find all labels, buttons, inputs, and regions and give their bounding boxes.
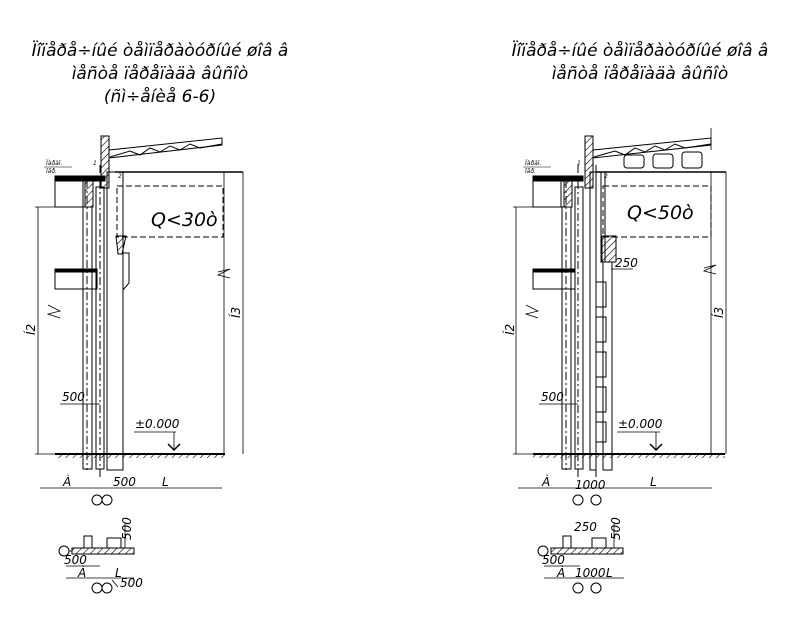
right-wall-block-5 bbox=[596, 422, 606, 442]
right-section bbox=[502, 40, 768, 593]
left-crane-rail bbox=[55, 269, 97, 272]
left-detail-bottom: 500 bbox=[120, 576, 143, 590]
right-detail-250: 250 bbox=[574, 520, 597, 534]
left-plan-detail bbox=[59, 517, 143, 593]
right-wall-block-2 bbox=[596, 317, 606, 342]
left-detail-left: 500 bbox=[64, 553, 87, 567]
right-high-parapet bbox=[585, 136, 593, 188]
right-elevation: ±0.000 bbox=[618, 417, 663, 431]
right-axis-l-label: L bbox=[650, 475, 657, 489]
left-axis-a-label: À bbox=[63, 475, 72, 489]
left-detail-vert: 500 bbox=[120, 517, 134, 540]
left-low-parapet bbox=[85, 181, 93, 207]
left-low-beam bbox=[55, 181, 83, 207]
right-height-label: Q<50ò bbox=[627, 202, 694, 224]
left-parapet-label-2: îãð. bbox=[46, 168, 57, 175]
left-detail-axis-2 bbox=[102, 583, 112, 593]
right-axis-a-label: À bbox=[542, 475, 551, 489]
right-mid-column bbox=[575, 187, 583, 469]
right-detail-axis-1 bbox=[573, 583, 583, 593]
left-axis-bubble-1 bbox=[92, 495, 102, 505]
left-truss-web bbox=[110, 144, 222, 157]
right-detail-1000: 1000 bbox=[575, 566, 606, 580]
right-dim-h3: Í3 bbox=[712, 306, 726, 318]
right-high-column-inner bbox=[590, 172, 596, 470]
right-wall-block-3 bbox=[596, 352, 606, 377]
right-axis-bubble-1 bbox=[573, 495, 583, 505]
right-wall-block-4 bbox=[596, 387, 606, 412]
right-detail-vert: 500 bbox=[609, 517, 623, 540]
left-detail-column-2 bbox=[107, 538, 121, 548]
left-axis-bubble-2 bbox=[102, 495, 112, 505]
right-dim-250: 250 bbox=[615, 256, 638, 270]
left-high-parapet bbox=[101, 136, 109, 188]
right-high-column bbox=[603, 262, 612, 470]
right-truss-web bbox=[594, 144, 711, 157]
right-plan-detail bbox=[538, 517, 624, 593]
right-wall-block-1 bbox=[596, 282, 606, 307]
right-roof-opening-1 bbox=[624, 155, 644, 168]
left-console bbox=[116, 236, 126, 254]
right-detail-column-2 bbox=[592, 538, 606, 548]
left-title-line-1: Ïîïåðå÷íûé òåìïåðàòóðíûé øîâ â bbox=[31, 41, 289, 61]
left-marker-1: 1 bbox=[93, 160, 97, 167]
right-crane-rail bbox=[533, 269, 575, 272]
left-parapet-label-1: Ïàðàï. bbox=[46, 160, 63, 167]
left-detail-l: L bbox=[115, 566, 122, 580]
right-roof-opening-3 bbox=[682, 152, 702, 168]
right-detail-left: 500 bbox=[542, 553, 565, 567]
left-detail-axis-1 bbox=[92, 583, 102, 593]
right-dim-h2: Í2 bbox=[503, 323, 517, 335]
left-corbel bbox=[123, 253, 129, 290]
left-break-mark-left bbox=[48, 305, 60, 318]
right-detail-column-1 bbox=[563, 536, 571, 548]
left-detail-a: À bbox=[78, 566, 87, 580]
left-ground-hatch bbox=[55, 454, 225, 458]
left-title-line-3: (ñì÷åíèå 6-6) bbox=[103, 87, 217, 107]
left-roof-truss bbox=[109, 138, 222, 158]
left-high-column bbox=[107, 172, 123, 470]
right-axis-gap: 1000 bbox=[575, 478, 606, 492]
right-axis-bubble-2 bbox=[591, 495, 601, 505]
left-axis-l-label: L bbox=[162, 475, 169, 489]
left-title-line-2: ìåñòå ïåðåïàäà âûñîò bbox=[71, 64, 249, 84]
right-dim-500-side: 500 bbox=[541, 390, 564, 404]
left-dim-500-side: 500 bbox=[62, 390, 85, 404]
right-roof-opening-2 bbox=[653, 154, 673, 168]
right-detail-a: À bbox=[557, 566, 566, 580]
right-title-line-1: Ïîïåðå÷íûé òåìïåðàòóðíûé øîâ â bbox=[511, 41, 769, 61]
left-marker-2: 2 bbox=[118, 173, 122, 180]
right-low-roof bbox=[533, 176, 583, 181]
right-marker-2: 2 bbox=[604, 173, 608, 180]
right-detail-axis-2 bbox=[591, 583, 601, 593]
left-low-roof bbox=[55, 176, 105, 181]
right-parapet-label-2: îãð. bbox=[525, 168, 536, 175]
right-parapet-label-1: Ïàðàï. bbox=[525, 160, 542, 167]
left-dim-h3: Í3 bbox=[229, 306, 243, 318]
left-dim-h2: Í2 bbox=[24, 323, 38, 335]
right-low-beam bbox=[533, 181, 561, 207]
left-detail-column-1 bbox=[84, 536, 92, 548]
left-section bbox=[23, 40, 288, 593]
left-elevation: ±0.000 bbox=[135, 417, 180, 431]
right-marker-1: 1 bbox=[577, 160, 581, 167]
left-height-label: Q<30ò bbox=[151, 209, 218, 231]
right-low-parapet bbox=[564, 181, 572, 207]
left-axis-gap: 500 bbox=[113, 475, 136, 489]
right-title-line-2: ìåñòå ïåðåïàäà âûñîò bbox=[551, 64, 729, 84]
right-console bbox=[602, 236, 616, 262]
right-detail-l: L bbox=[606, 566, 613, 580]
